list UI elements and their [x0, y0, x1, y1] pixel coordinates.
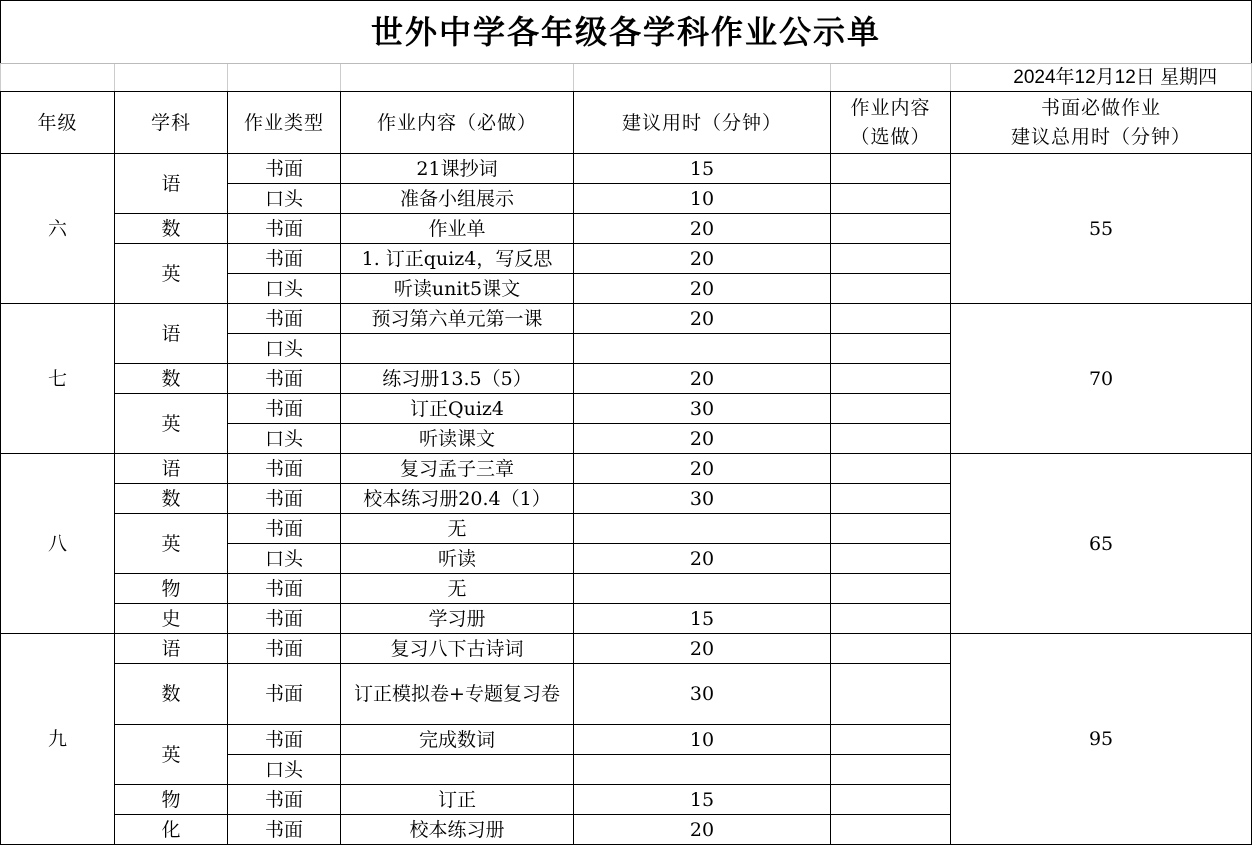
type-cell: 书面	[228, 484, 341, 514]
optional-cell	[831, 544, 951, 574]
header-grade: 年级	[1, 92, 115, 154]
type-cell: 书面	[228, 364, 341, 394]
content-cell: 校本练习册20.4（1）	[341, 484, 574, 514]
optional-cell	[831, 514, 951, 544]
content-cell: 作业单	[341, 214, 574, 244]
time-cell: 15	[574, 785, 831, 815]
subject-cell: 数	[115, 484, 228, 514]
content-cell: 学习册	[341, 604, 574, 634]
time-cell: 15	[574, 154, 831, 184]
time-cell	[574, 574, 831, 604]
optional-cell	[831, 785, 951, 815]
header-row	[1, 92, 1252, 154]
type-cell: 书面	[228, 574, 341, 604]
type-cell: 口头	[228, 424, 341, 454]
grade-cell: 八	[1, 454, 115, 634]
time-cell	[574, 334, 831, 364]
time-cell: 30	[574, 664, 831, 725]
subject-cell: 语	[115, 304, 228, 364]
subject-cell: 物	[115, 785, 228, 815]
empty-cell	[1, 64, 115, 92]
optional-cell	[831, 304, 951, 334]
time-cell: 20	[574, 815, 831, 845]
type-cell: 书面	[228, 634, 341, 664]
optional-cell	[831, 334, 951, 364]
header-total-line1: 书面必做作业	[1041, 96, 1162, 119]
content-cell: 1. 订正quiz4，写反思	[341, 244, 574, 274]
optional-cell	[831, 634, 951, 664]
time-cell: 15	[574, 604, 831, 634]
optional-cell	[831, 664, 951, 725]
content-cell: 完成数词	[341, 725, 574, 755]
grade-cell: 七	[1, 304, 115, 454]
subject-cell: 语	[115, 454, 228, 484]
date-label: 2024年12月12日 星期四	[951, 64, 1252, 92]
subject-cell: 数	[115, 664, 228, 725]
type-cell: 口头	[228, 334, 341, 364]
time-cell	[574, 755, 831, 785]
subject-cell: 物	[115, 574, 228, 604]
empty-cell	[831, 64, 951, 92]
type-cell: 书面	[228, 664, 341, 725]
content-cell: 准备小组展示	[341, 184, 574, 214]
optional-cell	[831, 815, 951, 845]
optional-cell	[831, 574, 951, 604]
optional-cell	[831, 394, 951, 424]
header-type: 作业类型	[228, 92, 341, 154]
time-cell	[574, 514, 831, 544]
header-content-optional: 作业内容（选做）	[831, 92, 951, 154]
content-cell	[341, 334, 574, 364]
type-cell: 书面	[228, 604, 341, 634]
empty-cell	[574, 64, 831, 92]
subject-cell: 数	[115, 364, 228, 394]
table-row	[1, 634, 1252, 664]
time-cell: 20	[574, 544, 831, 574]
total-time-cell: 70	[951, 304, 1252, 454]
optional-cell	[831, 214, 951, 244]
time-cell: 20	[574, 244, 831, 274]
content-cell: 听读	[341, 544, 574, 574]
type-cell: 书面	[228, 725, 341, 755]
type-cell: 口头	[228, 274, 341, 304]
empty-cell	[115, 64, 228, 92]
type-cell: 书面	[228, 244, 341, 274]
optional-cell	[831, 484, 951, 514]
content-cell: 订正	[341, 785, 574, 815]
header-content-required: 作业内容（必做）	[341, 92, 574, 154]
page-title: 世外中学各年级各学科作业公示单	[1, 1, 1252, 64]
grade-cell: 九	[1, 634, 115, 845]
header-time: 建议用时（分钟）	[574, 92, 831, 154]
content-cell: 无	[341, 574, 574, 604]
type-cell: 书面	[228, 154, 341, 184]
type-cell: 书面	[228, 514, 341, 544]
type-cell: 口头	[228, 755, 341, 785]
empty-cell	[228, 64, 341, 92]
time-cell: 10	[574, 184, 831, 214]
content-cell: 听读unit5课文	[341, 274, 574, 304]
type-cell: 书面	[228, 815, 341, 845]
type-cell: 口头	[228, 544, 341, 574]
subject-cell: 英	[115, 725, 228, 785]
optional-cell	[831, 604, 951, 634]
subject-cell: 数	[115, 214, 228, 244]
content-cell: 练习册13.5（5）	[341, 364, 574, 394]
time-cell: 20	[574, 304, 831, 334]
optional-cell	[831, 274, 951, 304]
content-cell: 校本练习册	[341, 815, 574, 845]
time-cell: 20	[574, 454, 831, 484]
subject-cell: 化	[115, 815, 228, 845]
content-cell: 订正模拟卷+专题复习卷	[341, 664, 574, 725]
subject-cell: 语	[115, 634, 228, 664]
header-subject: 学科	[115, 92, 228, 154]
optional-cell	[831, 454, 951, 484]
type-cell: 书面	[228, 304, 341, 334]
total-time-cell: 65	[951, 454, 1252, 634]
optional-cell	[831, 364, 951, 394]
type-cell: 书面	[228, 454, 341, 484]
content-cell: 21课抄词	[341, 154, 574, 184]
total-time-cell: 95	[951, 634, 1252, 845]
time-cell: 20	[574, 424, 831, 454]
time-cell: 10	[574, 725, 831, 755]
content-cell	[341, 755, 574, 785]
optional-cell	[831, 755, 951, 785]
empty-cell	[341, 64, 574, 92]
time-cell: 20	[574, 634, 831, 664]
optional-cell	[831, 154, 951, 184]
type-cell: 书面	[228, 214, 341, 244]
subject-cell: 语	[115, 154, 228, 214]
table-row	[1, 304, 1252, 334]
content-cell: 预习第六单元第一课	[341, 304, 574, 334]
optional-cell	[831, 424, 951, 454]
table-row	[1, 154, 1252, 184]
optional-cell	[831, 184, 951, 214]
header-total-line2: 建议总用时（分钟）	[1011, 125, 1192, 148]
table-row	[1, 454, 1252, 484]
content-cell: 无	[341, 514, 574, 544]
time-cell: 20	[574, 364, 831, 394]
header-total-time	[951, 92, 1252, 154]
content-cell: 听读课文	[341, 424, 574, 454]
grade-cell: 六	[1, 154, 115, 304]
content-cell: 复习孟子三章	[341, 454, 574, 484]
type-cell: 书面	[228, 394, 341, 424]
total-time-cell: 55	[951, 154, 1252, 304]
type-cell: 口头	[228, 184, 341, 214]
optional-cell	[831, 244, 951, 274]
content-cell: 订正Quiz4	[341, 394, 574, 424]
type-cell: 书面	[228, 785, 341, 815]
subject-cell: 英	[115, 244, 228, 304]
optional-cell	[831, 725, 951, 755]
subject-cell: 英	[115, 514, 228, 574]
time-cell: 30	[574, 394, 831, 424]
time-cell: 20	[574, 274, 831, 304]
content-cell: 复习八下古诗词	[341, 634, 574, 664]
time-cell: 30	[574, 484, 831, 514]
time-cell: 20	[574, 214, 831, 244]
subject-cell: 史	[115, 604, 228, 634]
subject-cell: 英	[115, 394, 228, 454]
